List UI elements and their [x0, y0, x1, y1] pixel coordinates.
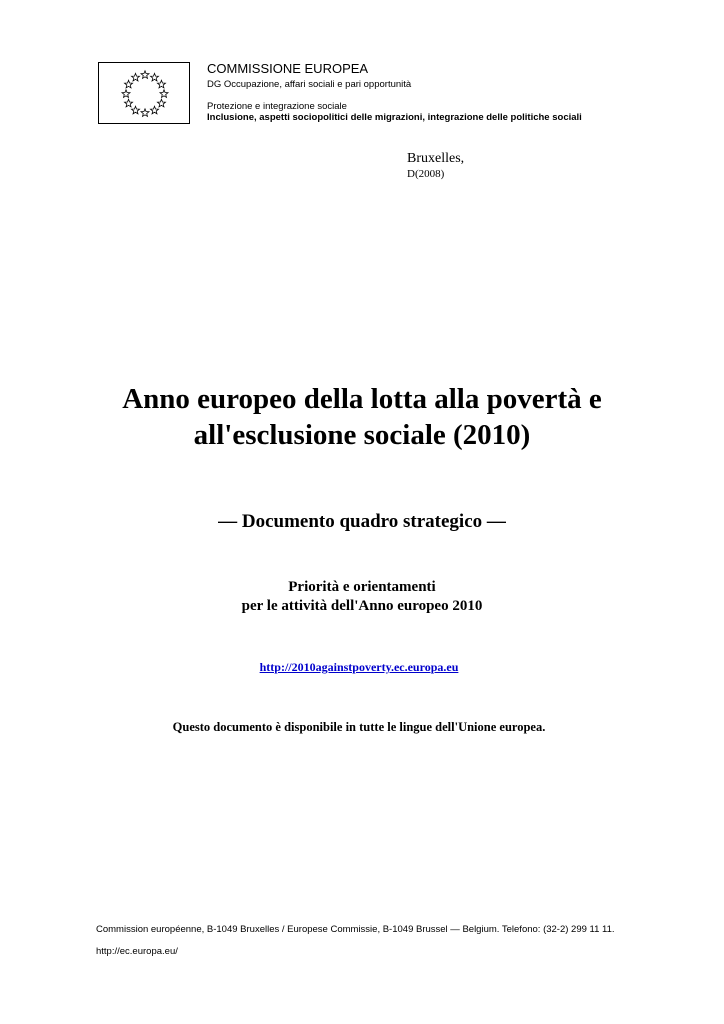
star-icon — [160, 90, 168, 98]
priorities-heading — [0, 578, 724, 616]
unit-line-1: Protezione e integrazione sociale — [207, 101, 347, 112]
star-icon — [157, 80, 165, 88]
document-title-line-2: all'esclusione sociale (2010) — [193, 419, 531, 451]
document-title — [0, 381, 724, 453]
document-reference: D(2008) — [407, 168, 445, 180]
footer-address: Commission européenne, B-1049 Bruxelles / Europese Commissie, B-1049 Brussel — Belgium. Telefono: (32-2) 299 11 11. — [96, 924, 615, 935]
availability-note: Questo documento è disponibile in tutte le lingue dell'Unione europea. — [172, 720, 546, 734]
website-link[interactable]: http://2010againstpoverty.ec.europa.eu — [259, 660, 459, 674]
star-icon — [151, 73, 159, 81]
star-icon — [122, 90, 130, 98]
dateline-city: Bruxelles, — [407, 151, 465, 166]
star-icon — [141, 109, 149, 117]
star-icon — [132, 73, 140, 81]
eu-stars-icon — [99, 63, 191, 125]
star-icon — [125, 80, 133, 88]
priorities-line-1: Priorità e orientamenti — [288, 579, 436, 595]
organization-name: COMMISSIONE EUROPEA — [207, 61, 369, 76]
star-icon — [125, 99, 133, 107]
document-subtitle: — Documento quadro strategico — — [218, 511, 506, 532]
unit-line-2: Inclusione, aspetti sociopolitici delle migrazioni, integrazione delle politiche sociali — [207, 112, 582, 123]
footer-url[interactable]: http://ec.europa.eu/ — [96, 946, 178, 957]
star-icon — [132, 106, 140, 114]
star-icon — [151, 106, 159, 114]
document-title-line-1: Anno europeo della lotta alla povertà e — [122, 383, 602, 415]
directorate-general: DG Occupazione, affari sociali e pari opportunità — [207, 79, 412, 90]
eu-logo — [98, 62, 190, 124]
star-icon — [157, 99, 165, 107]
priorities-line-2: per le attività dell'Anno europeo 2010 — [241, 598, 483, 614]
star-icon — [141, 71, 149, 79]
